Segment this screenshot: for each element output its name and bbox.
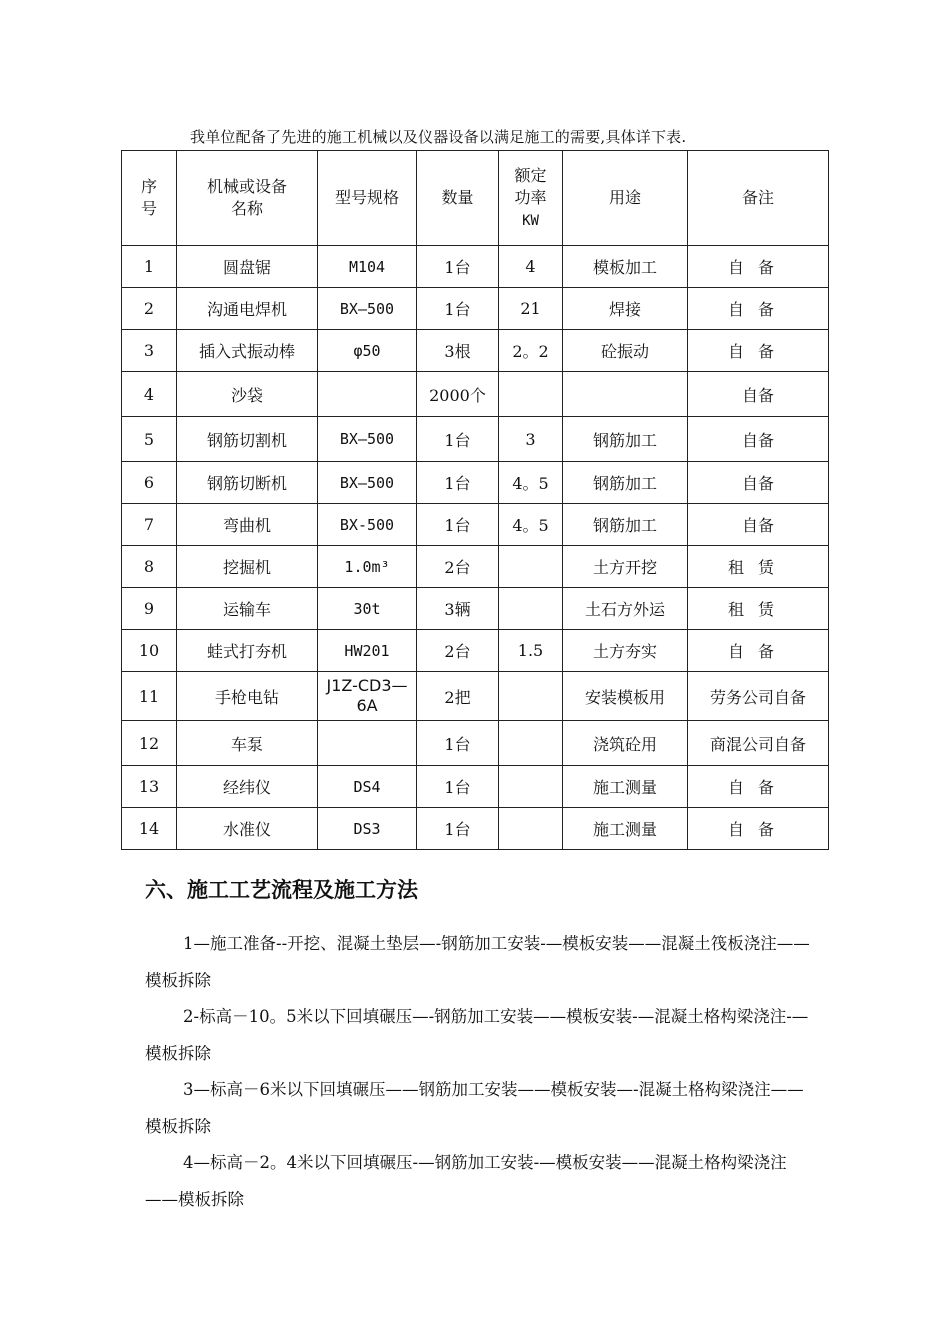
table-header-row [122, 151, 829, 246]
header-remark: 备注 [688, 151, 829, 246]
cell-use: 砼振动 [563, 330, 688, 372]
cell-qty: 1台 [417, 417, 499, 462]
cell-name: 沟通电焊机 [177, 288, 318, 330]
process-step: 4—标高－2。4米以下回填碾压-—钢筋加工安装-—模板安装——混凝土格构梁浇注——模板拆除 [145, 1153, 787, 1209]
table-row [122, 504, 829, 546]
table-row [122, 766, 829, 808]
cell-remark: 商混公司自备 [688, 721, 829, 766]
cell-name: 车泵 [177, 721, 318, 766]
cell-model: BX—500 [318, 288, 417, 330]
process-steps [145, 926, 810, 1218]
header-model: 型号规格 [318, 151, 417, 246]
cell-power [499, 808, 563, 850]
cell-no: 8 [122, 546, 177, 588]
cell-name: 插入式振动棒 [177, 330, 318, 372]
table-row [122, 721, 829, 766]
cell-qty: 1台 [417, 288, 499, 330]
cell-qty: 3辆 [417, 588, 499, 630]
cell-no: 2 [122, 288, 177, 330]
header-qty: 数量 [417, 151, 499, 246]
cell-use: 钢筋加工 [563, 504, 688, 546]
cell-qty: 2台 [417, 546, 499, 588]
cell-qty: 3根 [417, 330, 499, 372]
cell-name: 钢筋切断机 [177, 462, 318, 504]
cell-model: J1Z-CD3—6A [318, 672, 417, 721]
cell-use [563, 372, 688, 417]
cell-model: BX—500 [318, 462, 417, 504]
cell-model [318, 721, 417, 766]
cell-qty: 1台 [417, 504, 499, 546]
cell-use: 施工测量 [563, 766, 688, 808]
cell-use: 钢筋加工 [563, 462, 688, 504]
cell-remark: 租赁 [688, 546, 829, 588]
cell-no: 12 [122, 721, 177, 766]
cell-no: 11 [122, 672, 177, 721]
cell-name: 蛙式打夯机 [177, 630, 318, 672]
equipment-table [121, 150, 829, 850]
intro-text: 我单位配备了先进的施工机械以及仪器设备以满足施工的需要,具体详下表. [190, 128, 687, 146]
header-name: 机械或设备 名称 [177, 151, 318, 246]
cell-use: 土方夯实 [563, 630, 688, 672]
cell-no: 6 [122, 462, 177, 504]
table-row [122, 372, 829, 417]
table-row [122, 808, 829, 850]
cell-name: 弯曲机 [177, 504, 318, 546]
cell-power: 1.5 [499, 630, 563, 672]
cell-qty: 2000个 [417, 372, 499, 417]
cell-power: 2。2 [499, 330, 563, 372]
cell-power [499, 546, 563, 588]
cell-remark: 自备 [688, 766, 829, 808]
cell-no: 3 [122, 330, 177, 372]
cell-name: 运输车 [177, 588, 318, 630]
cell-qty: 1台 [417, 462, 499, 504]
cell-name: 圆盘锯 [177, 246, 318, 288]
cell-model: M104 [318, 246, 417, 288]
cell-power [499, 766, 563, 808]
cell-model: BX—500 [318, 417, 417, 462]
cell-no: 13 [122, 766, 177, 808]
cell-remark: 自备 [688, 417, 829, 462]
table-row [122, 462, 829, 504]
cell-qty: 2台 [417, 630, 499, 672]
cell-name: 水准仪 [177, 808, 318, 850]
process-step: 1—施工准备--开挖、混凝土垫层—-钢筋加工安装-—模板安装——混凝土筏板浇注——模板拆除 [145, 934, 810, 990]
cell-use: 模板加工 [563, 246, 688, 288]
table-row [122, 417, 829, 462]
cell-power: 4 [499, 246, 563, 288]
cell-remark: 劳务公司自备 [688, 672, 829, 721]
cell-use: 安装模板用 [563, 672, 688, 721]
cell-qty: 1台 [417, 766, 499, 808]
cell-power: 3 [499, 417, 563, 462]
cell-power [499, 588, 563, 630]
table-row [122, 288, 829, 330]
cell-name: 挖掘机 [177, 546, 318, 588]
cell-remark: 自备 [688, 246, 829, 288]
cell-power: 4。5 [499, 504, 563, 546]
cell-remark: 自备 [688, 808, 829, 850]
cell-model: φ50 [318, 330, 417, 372]
cell-power: 21 [499, 288, 563, 330]
cell-use: 土方开挖 [563, 546, 688, 588]
cell-name: 经纬仪 [177, 766, 318, 808]
cell-qty: 1台 [417, 808, 499, 850]
cell-remark: 自备 [688, 504, 829, 546]
cell-power: 4。5 [499, 462, 563, 504]
table-row [122, 246, 829, 288]
cell-model [318, 372, 417, 417]
header-no: 序 号 [122, 151, 177, 246]
cell-no: 1 [122, 246, 177, 288]
cell-no: 5 [122, 417, 177, 462]
cell-qty: 1台 [417, 246, 499, 288]
cell-name: 手枪电钻 [177, 672, 318, 721]
table-row [122, 630, 829, 672]
cell-remark: 自备 [688, 330, 829, 372]
section-title: 六、施工工艺流程及施工方法 [145, 878, 418, 902]
cell-remark: 自备 [688, 630, 829, 672]
cell-no: 10 [122, 630, 177, 672]
cell-model: HW201 [318, 630, 417, 672]
cell-no: 4 [122, 372, 177, 417]
cell-no: 14 [122, 808, 177, 850]
cell-use: 浇筑砼用 [563, 721, 688, 766]
cell-no: 9 [122, 588, 177, 630]
cell-remark: 租赁 [688, 588, 829, 630]
header-use: 用途 [563, 151, 688, 246]
cell-power [499, 372, 563, 417]
header-power: 额定 功率 KW [499, 151, 563, 246]
cell-remark: 自备 [688, 288, 829, 330]
table-row [122, 672, 829, 721]
cell-remark: 自备 [688, 372, 829, 417]
cell-model: BX-500 [318, 504, 417, 546]
cell-name: 钢筋切割机 [177, 417, 318, 462]
cell-model: DS4 [318, 766, 417, 808]
cell-model: 30t [318, 588, 417, 630]
cell-qty: 2把 [417, 672, 499, 721]
cell-use: 施工测量 [563, 808, 688, 850]
cell-remark: 自备 [688, 462, 829, 504]
table-row [122, 588, 829, 630]
cell-model: DS3 [318, 808, 417, 850]
cell-power [499, 672, 563, 721]
table-row [122, 546, 829, 588]
cell-use: 焊接 [563, 288, 688, 330]
cell-no: 7 [122, 504, 177, 546]
cell-name: 沙袋 [177, 372, 318, 417]
cell-power [499, 721, 563, 766]
cell-use: 钢筋加工 [563, 417, 688, 462]
table-row [122, 330, 829, 372]
process-step: 3—标高－6米以下回填碾压——钢筋加工安装——模板安装—-混凝土格构梁浇注——模板拆除 [145, 1080, 804, 1136]
process-step: 2-标高－10。5米以下回填碾压—-钢筋加工安装——模板安装-—混凝土格构梁浇注-—模板拆除 [145, 1007, 809, 1063]
cell-use: 土石方外运 [563, 588, 688, 630]
cell-qty: 1台 [417, 721, 499, 766]
cell-model: 1.0m³ [318, 546, 417, 588]
